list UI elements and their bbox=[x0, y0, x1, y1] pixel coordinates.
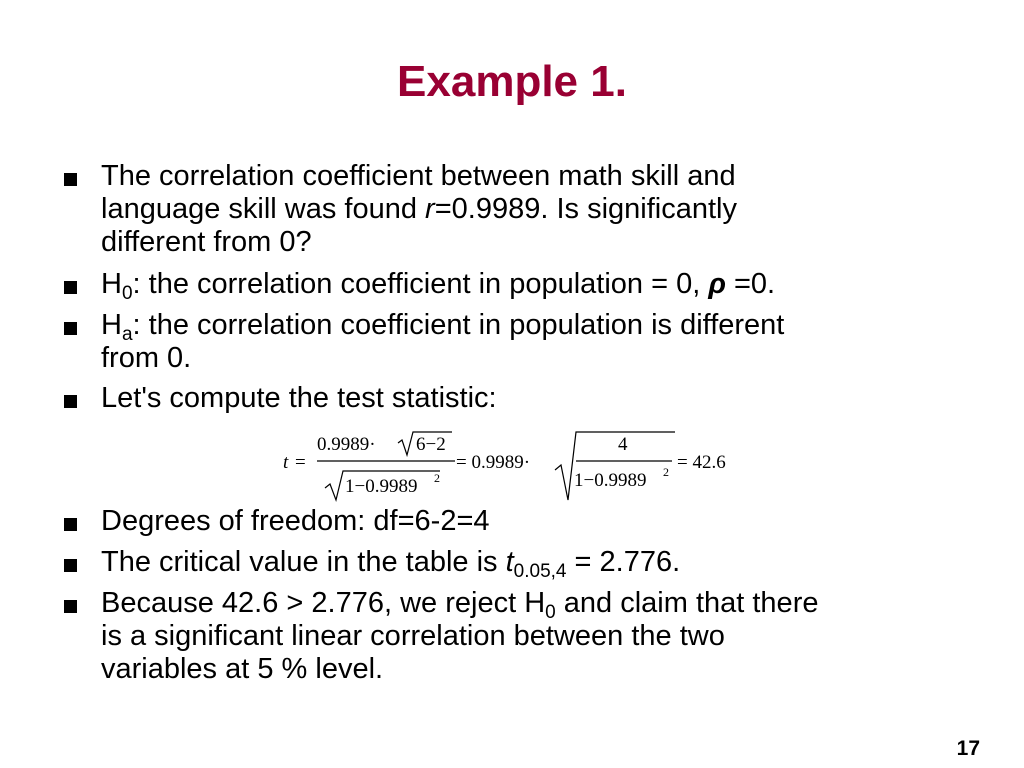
formula-num1: 0.9989· bbox=[317, 434, 376, 455]
bullet-square-icon bbox=[64, 600, 77, 613]
rho-symbol: ρ bbox=[708, 268, 726, 300]
formula-den2: 1−0.9989 bbox=[574, 470, 647, 491]
bullet-text-line: language skill was found r=0.9989. Is significantly bbox=[101, 193, 737, 225]
formula-den1-exp: 2 bbox=[434, 471, 440, 485]
bullet-text-line: Degrees of freedom: df=6-2=4 bbox=[101, 505, 490, 537]
slide-title: Example 1. bbox=[397, 57, 627, 106]
bullet-text-line: is a significant linear correlation between the two bbox=[101, 620, 725, 652]
bullet-text-line: The critical value in the table is $t_{0.05,4} = 2.776$. bbox=[101, 546, 681, 582]
bullet-square-icon bbox=[64, 518, 77, 531]
bullet-text-line: different from 0? bbox=[101, 226, 312, 258]
bullet-text-line: $H_0$: the correlation coefficient in population = 0, ρ =0. bbox=[101, 268, 776, 304]
formula-eq2: = 0.9989· bbox=[456, 452, 531, 473]
formula-den2-exp: 2 bbox=[663, 465, 669, 479]
formula-svg bbox=[280, 430, 750, 505]
formula-eq1: = bbox=[295, 452, 306, 473]
formula-num1-sqrt: 6−2 bbox=[416, 434, 446, 455]
bullet-text-line: Let's compute the test statistic: bbox=[101, 382, 497, 414]
bullet-text-line: Because 42.6 > 2.776, we reject $H_0$ and claim that there bbox=[101, 587, 819, 623]
bullet-square-icon bbox=[64, 173, 77, 186]
formula-t: t bbox=[283, 452, 289, 473]
test-statistic-formula bbox=[280, 430, 750, 505]
variable-r: r bbox=[425, 193, 435, 225]
bullet-square-icon bbox=[64, 395, 77, 408]
bullet-text-line: variables at 5 % level. bbox=[101, 653, 384, 685]
bullet-text-line: $H_a$: the correlation coefficient in population is different bbox=[101, 309, 785, 345]
formula-num2: 4 bbox=[618, 434, 628, 455]
bullet-text-line: The correlation coefficient between math skill and bbox=[101, 160, 736, 192]
page-number: 17 bbox=[956, 737, 980, 760]
bullet-square-icon bbox=[64, 559, 77, 572]
bullet-square-icon bbox=[64, 281, 77, 294]
bullet-text-line: from 0. bbox=[101, 342, 192, 374]
formula-den1: 1−0.9989 bbox=[345, 476, 418, 497]
formula-result: = 42.6 bbox=[677, 452, 726, 473]
bullet-square-icon bbox=[64, 322, 77, 335]
